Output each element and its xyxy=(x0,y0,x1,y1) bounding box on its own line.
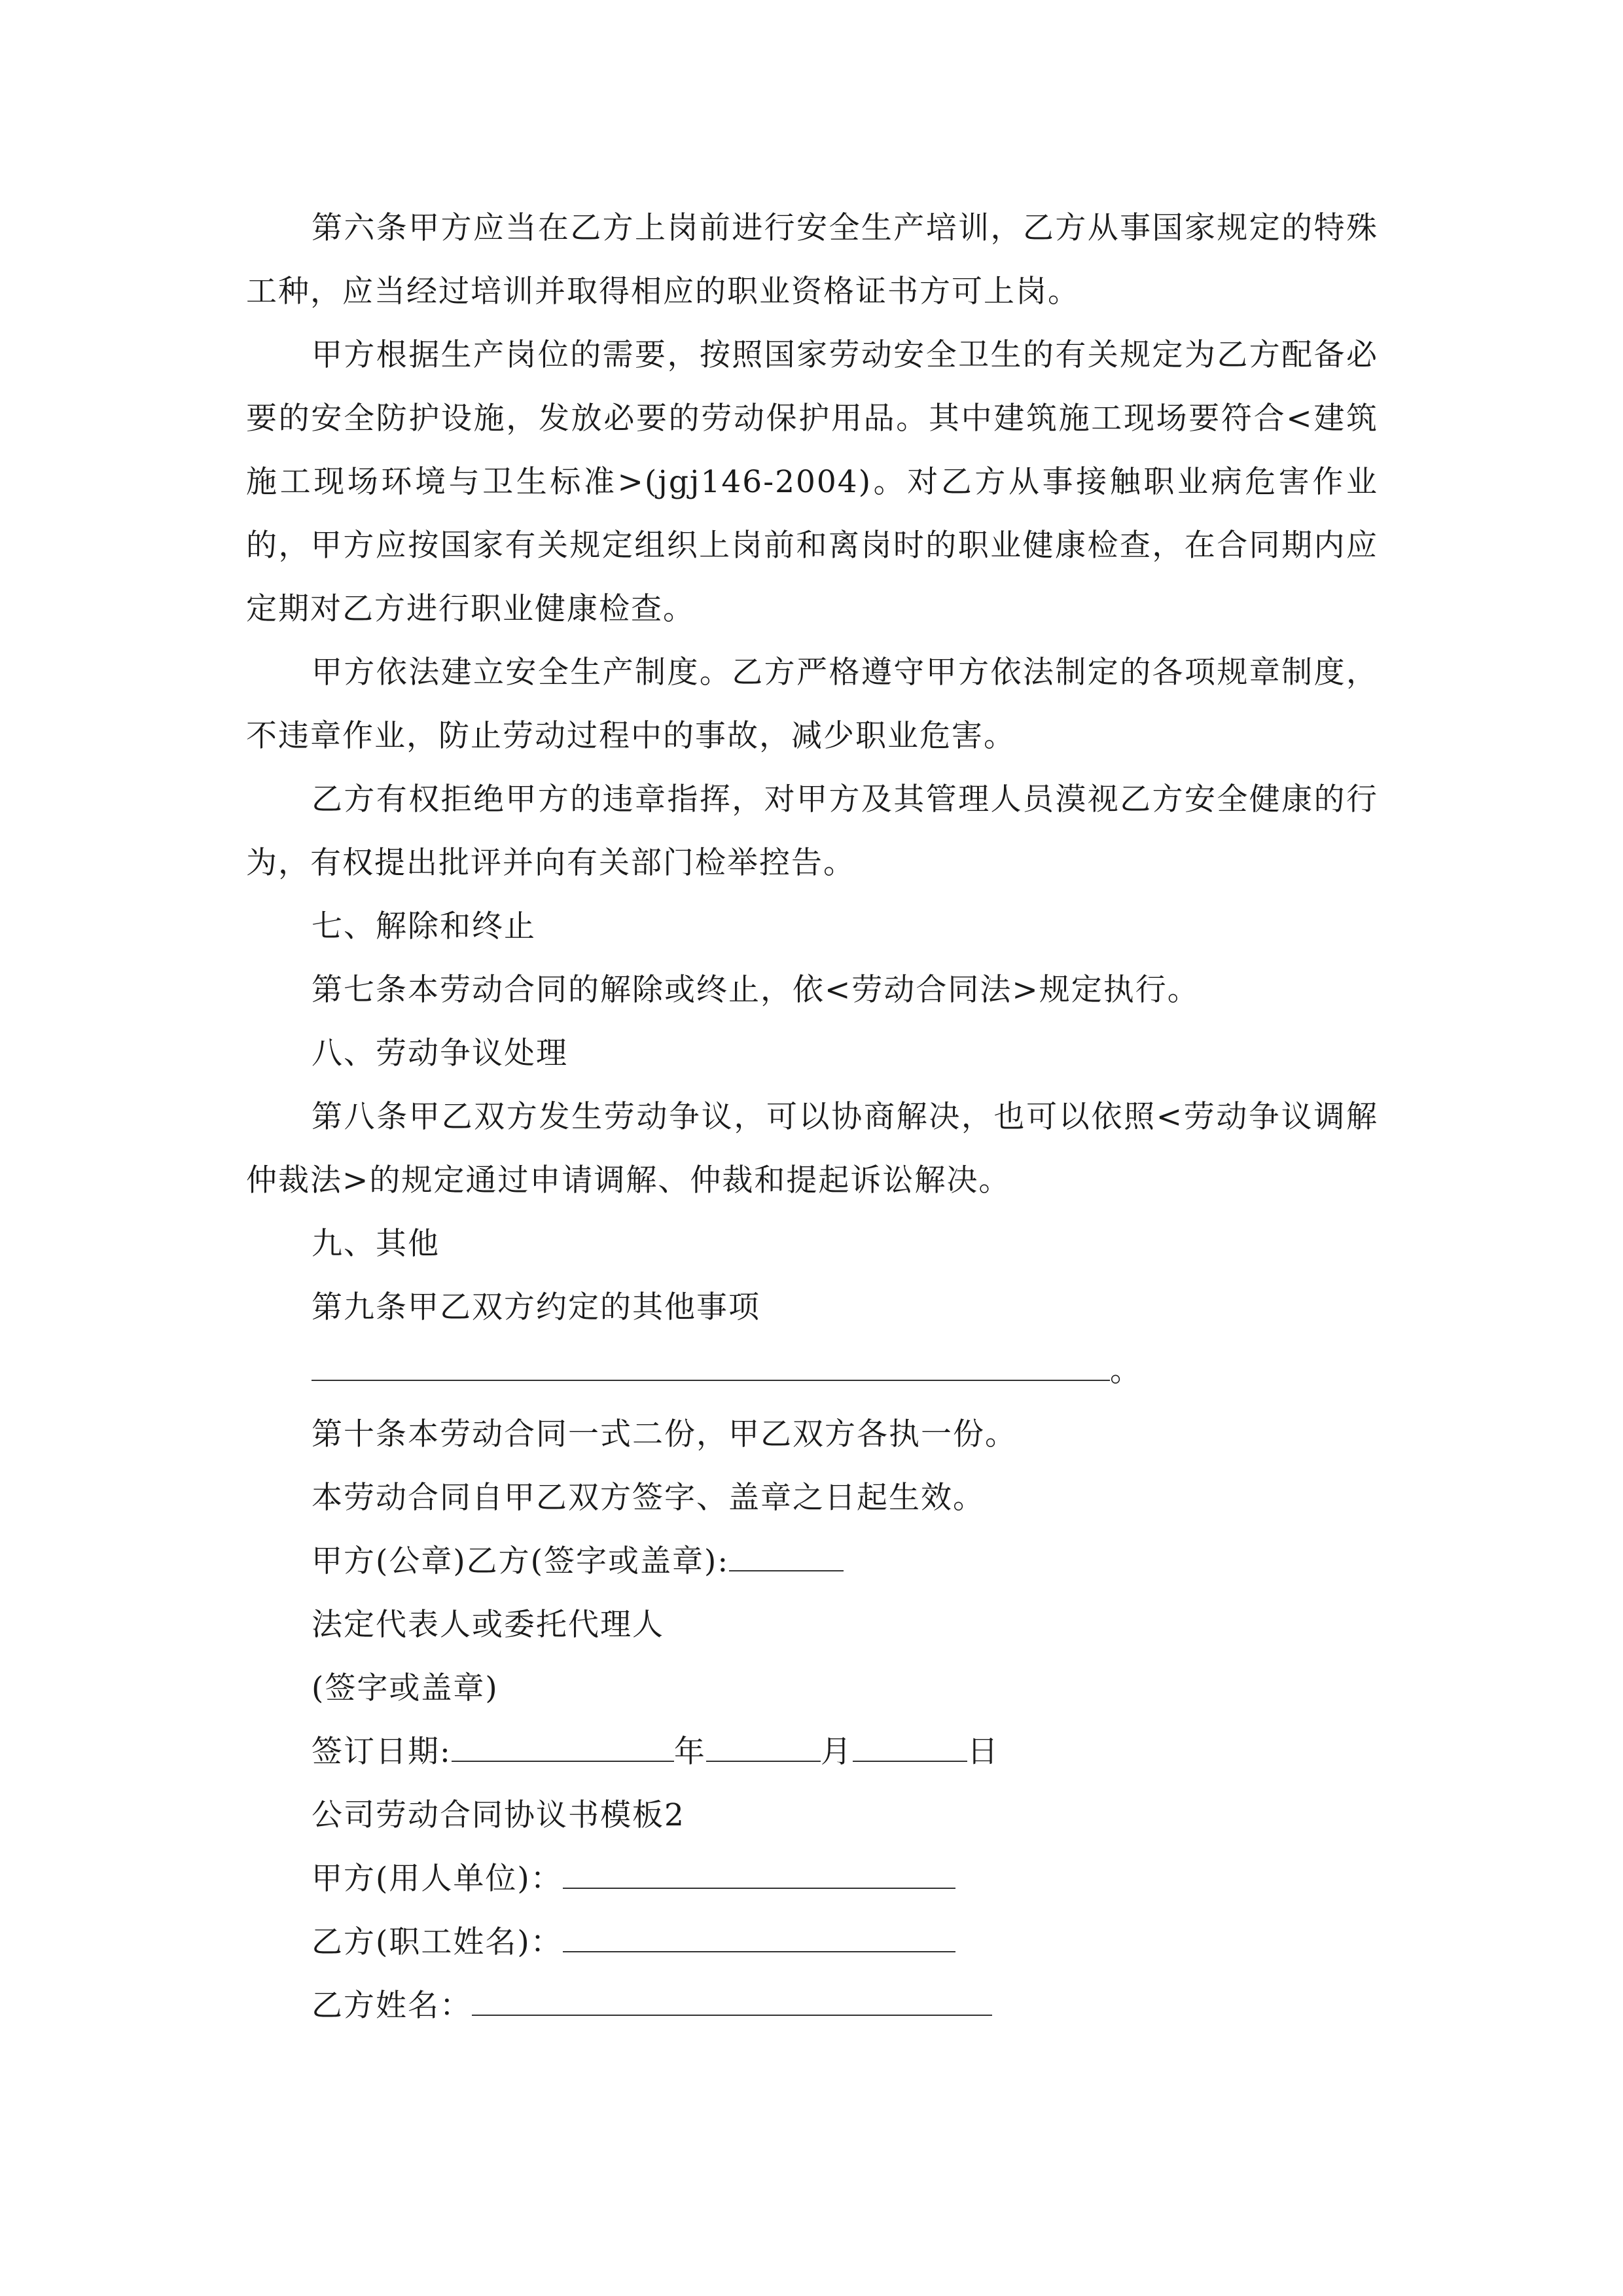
month-blank[interactable] xyxy=(706,1728,821,1762)
party-b-label: 乙方(职工姓名)： xyxy=(312,1924,563,1960)
paragraph-effective: 本劳动合同自甲乙双方签字、盖章之日起生效。 xyxy=(312,1480,985,1516)
section-heading-termination: 七、解除和终止 xyxy=(312,908,536,944)
party-a-blank[interactable] xyxy=(563,1855,955,1889)
document-body xyxy=(246,196,1378,2037)
year-blank[interactable] xyxy=(452,1728,674,1762)
fill-in-blank[interactable] xyxy=(312,1347,1110,1381)
signature-blank[interactable] xyxy=(729,1537,844,1571)
party-b-name-blank[interactable] xyxy=(472,1982,992,2016)
party-a-line xyxy=(246,1847,1378,1910)
party-b-line xyxy=(246,1910,1378,1974)
party-b-blank[interactable] xyxy=(563,1918,955,1952)
signature-label: 甲方(公章)乙方(签字或盖章): xyxy=(312,1543,730,1579)
article9-blank-line xyxy=(246,1339,1378,1403)
paragraph-article7: 第七条本劳动合同的解除或终止，依<劳动合同法>规定执行。 xyxy=(312,972,1200,1008)
legal-representative-label: 法定代表人或委托代理人 xyxy=(312,1607,664,1643)
year-label: 年 xyxy=(673,1734,706,1770)
article9-period: 。 xyxy=(1110,1353,1142,1389)
date-label: 签订日期: xyxy=(312,1734,452,1770)
paragraph-right-to-refuse: 乙方有权拒绝甲方的违章指挥，对甲方及其管理人员漠视乙方安全健康的行为，有权提出批评并向有关部门检举控告。 xyxy=(246,781,1378,881)
day-blank[interactable] xyxy=(853,1728,967,1762)
paragraph-article10: 第十条本劳动合同一式二份，甲乙双方各执一份。 xyxy=(312,1416,1017,1452)
sign-or-seal-label: (签字或盖章) xyxy=(312,1670,499,1706)
paragraph-article9: 第九条甲乙双方约定的其他事项 xyxy=(312,1289,760,1325)
party-a-label: 甲方(用人单位)： xyxy=(312,1861,563,1897)
section-heading-other: 九、其他 xyxy=(312,1226,440,1262)
paragraph-article6: 第六条甲方应当在乙方上岗前进行安全生产培训，乙方从事国家规定的特殊工种，应当经过培训并取得相应的职业资格证书方可上岗。 xyxy=(246,210,1378,310)
day-label: 日 xyxy=(967,1734,999,1770)
signature-line xyxy=(246,1530,1378,1593)
party-b-name-line xyxy=(246,1974,1378,2037)
paragraph-safety-system: 甲方依法建立安全生产制度。乙方严格遵守甲方依法制定的各项规章制度，不违章作业，防止劳动过程中的事故，减少职业危害。 xyxy=(246,655,1378,754)
section-heading-dispute: 八、劳动争议处理 xyxy=(312,1035,568,1071)
party-b-name-label: 乙方姓名： xyxy=(312,1988,472,2024)
template2-title: 公司劳动合同协议书模板2 xyxy=(312,1797,685,1833)
paragraph-safety-equipment: 甲方根据生产岗位的需要，按照国家劳动安全卫生的有关规定为乙方配备必要的安全防护设施，发放必要的劳动保护用品。其中建筑施工现场要符合<建筑施工现场环境与卫生标准>(jgj146-2004)。对乙方从事接触职业病危害作业的，甲方应按国家有关规定组织上岗前和离岗时的职业健康检查，在合同期内应定期对乙方进行职业健康检查。 xyxy=(246,337,1378,627)
date-line xyxy=(246,1720,1378,1784)
paragraph-article8: 第八条甲乙双方发生劳动争议，可以协商解决，也可以依照<劳动争议调解仲裁法>的规定通过申请调解、仲裁和提起诉讼解决。 xyxy=(246,1099,1378,1198)
month-label: 月 xyxy=(820,1734,853,1770)
